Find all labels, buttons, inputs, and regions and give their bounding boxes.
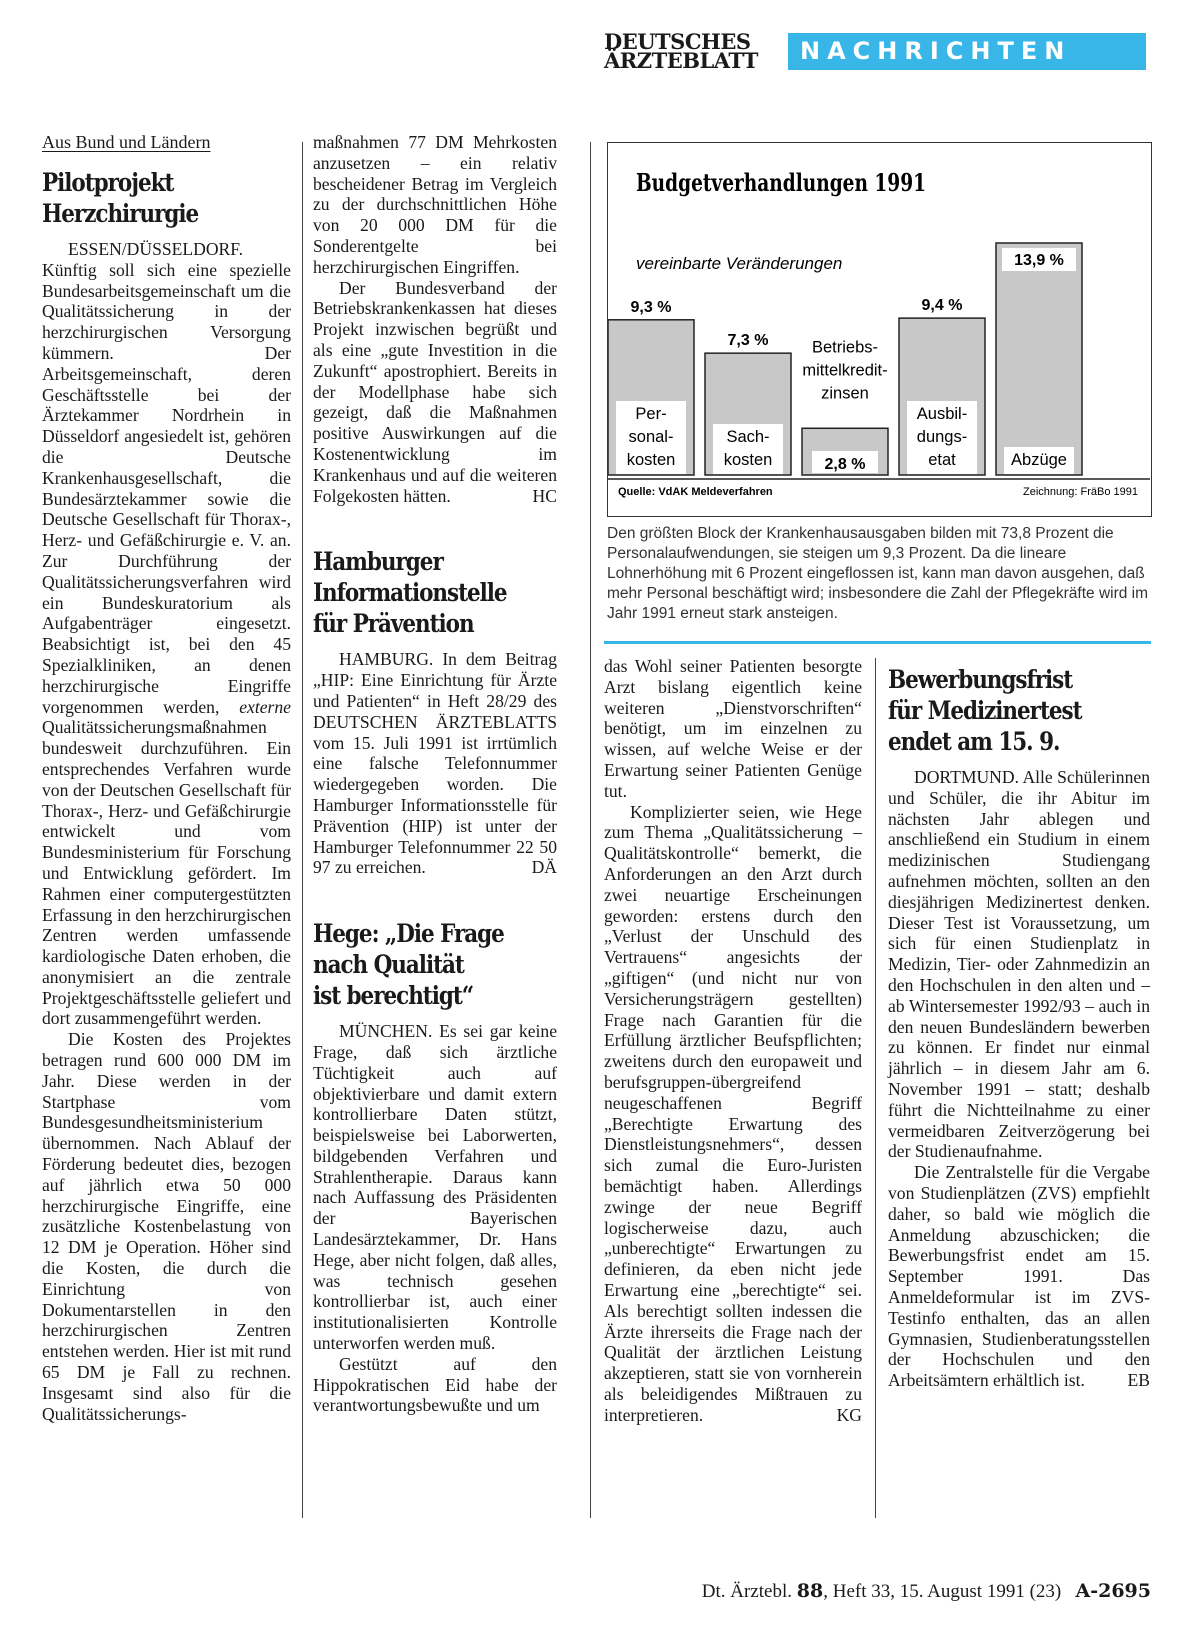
article1-paragraph-2: Die Kosten des Projektes betragen rund 600 000 DM im Jahr. Diese werden in der Startphase vom Bundesgesundheitsministerium übernommen. Nach Ablauf der Förderung bedeutet dies, bezogen auf jährlich etwa 50 000 herzchirurgische Eingriffe, eine zusätzliche Kostenbelastung von 12 DM je Operation. Höher sind die Kosten, die durch die Einrichtung von Dokumentarstellen in den herzchirurgischen Zentren entstehen werden. Hier ist mit rund 65 DM je Fall zu rechnen. Insgesamt sind also für die Qualitätssicherungs- bbox=[42, 1029, 291, 1424]
body-text: Die Zentralstelle für die Vergabe von Studienplätzen (ZVS) empfiehlt daher, so bald wie möglich die Anmeldung abzuschicken; die Bewerbungsfrist endet am 15. September 1991. Das Anmeldeformular ist im ZVS-Testinfo enthalten, das an allen Gymnasien, Studienberatungsstellen der Hochschulen und den Arbeitsämtern erhältlich ist. bbox=[888, 1162, 1150, 1391]
emphasis: externe bbox=[239, 696, 291, 717]
column-3 bbox=[604, 656, 862, 1425]
footer-journal: Dt. Ärztebl. bbox=[701, 1581, 793, 1602]
signature: HC bbox=[532, 485, 557, 506]
category-label-4: etat bbox=[928, 451, 956, 469]
headline-line: nach Qualität bbox=[313, 950, 464, 980]
article2-paragraph-1 bbox=[313, 649, 557, 878]
chart-credit: Zeichnung: FräBo 1991 bbox=[1023, 486, 1138, 498]
column-rule-3 bbox=[875, 658, 876, 1518]
bar-5 bbox=[996, 243, 1082, 475]
article4-paragraph-2 bbox=[888, 1162, 1150, 1391]
headline-line: ist berechtigt“ bbox=[313, 981, 474, 1011]
value-label-5: 13,9 % bbox=[1014, 252, 1064, 270]
value-label-1: 9,3 % bbox=[630, 298, 672, 316]
logo-line-1: DEUTSCHES bbox=[604, 29, 751, 54]
category-label-2: kosten bbox=[723, 451, 773, 469]
chart-bars bbox=[608, 243, 1150, 479]
signature: EB bbox=[1127, 1370, 1150, 1391]
article3-paragraph-3: das Wohl seiner Patienten besorgte Arzt bislang eigentlich keine weiteren „Dienstvorschriften“ benötigt, um im einzelnen zu wissen, auf welche Weise er der Erwartung seiner Patienten Genüge tut. bbox=[604, 656, 862, 801]
blue-divider bbox=[604, 641, 1151, 644]
logo-line-2: ÄRZTEBLATT bbox=[604, 48, 758, 73]
body-text: Es sei gar keine Frage, daß sich ärztliche Tüchtigkeit auch auf objektivierbare und damit extern kontrollierbare Daten stützt, beispielsweise bei Laborwerten, bildgebenden Verfahren und Strahlentherapie. Daraus kann nach Auffassung des Präsidenten der Bayerischen Landesärztekammer, Dr. Hans Hege, aber nicht folgen, daß alles, was technisch gesehen kontrollierbar ist, auch einer institutionalisierten Kontrolle unterworfen werden muß. bbox=[313, 1021, 557, 1354]
budget-chart bbox=[607, 142, 1152, 517]
column-4 bbox=[888, 664, 1150, 1391]
footer-volume: 88 bbox=[796, 1580, 824, 1602]
category-label-3: mittelkredit- bbox=[802, 361, 888, 380]
signature: KG bbox=[836, 1404, 862, 1425]
chart-source: Quelle: VdAK Meldeverfahren bbox=[618, 486, 773, 498]
headline-line: Hege: „Die Frage bbox=[313, 919, 504, 949]
value-label-2: 7,3 % bbox=[727, 332, 769, 350]
headline-line: Herzchirurgie bbox=[42, 199, 199, 228]
category-label-4: dungs- bbox=[916, 428, 968, 446]
body-text: Alle Schülerinnen und Schüler, die ihr Abitur im nächsten Jahr ablegen und anschließend ein Studium in einem medizinischen Studiengang aufnehmen möchten, sollten an den diesjährigen Medizinertest denken. Dieser Test ist Voraussetzung, um sich für einen Studienplatz in Medizin, Tier- oder Zahnmedizin an den Hochschulen in den alten und – ab Wintersemester 1992/93 – auch in den neuen Bundesländern bewerben zu können. Er findet nur einmal jährlich – in diesem Jahr am 6. November 1991 – statt; deshalb führt die Nichtteilnahme zu einer vermeidbaren Zeitverzögerung bei der Studienaufnahme. bbox=[888, 767, 1150, 1162]
budget-chart-svg bbox=[608, 143, 1150, 515]
article1-paragraph-4 bbox=[313, 278, 557, 507]
headline-hamburger bbox=[313, 546, 556, 639]
masthead bbox=[604, 30, 1151, 72]
headline-line: für Medizinertest bbox=[888, 696, 1082, 725]
category-label-4: Ausbil- bbox=[916, 405, 968, 423]
article3-paragraph-4 bbox=[604, 802, 862, 1426]
page-footer bbox=[630, 1580, 1151, 1603]
footer-issue: , Heft 33, 15. August 1991 (23) bbox=[823, 1581, 1062, 1602]
category-label-1: kosten bbox=[626, 451, 676, 469]
rubric: Aus Bund und Ländern bbox=[42, 132, 211, 152]
headline-line: endet am 15. 9. bbox=[888, 727, 1060, 756]
headline-bewerbungsfrist bbox=[888, 664, 1149, 757]
headline-line: Pilotprojekt bbox=[42, 168, 174, 197]
value-label-3: 2,8 % bbox=[824, 456, 866, 473]
headline-line: für Prävention bbox=[313, 609, 474, 639]
article3-paragraph-1 bbox=[313, 1021, 557, 1354]
article4-paragraph-1 bbox=[888, 767, 1150, 1162]
category-label-3: zinsen bbox=[821, 384, 869, 403]
body-text: Künftig soll sich eine spezielle Bundesarbeitsgemeinschaft um die Qualitätssicherung in der herzchirurgischen Versorgung kümmern. Der Arbeitsgemeinschaft, deren Geschäftsstelle bei der Ärztekammer Nordrhein in Düsseldorf angesiedelt ist, gehören die Deutsche Krankenhausgesellschaft, die Bundesärztekammer sowie die Deutsche Gesellschaft für Thorax-, Herz- und Gefäßchirurgie e. V. an. Zur Durchführung der Qualitätssicherungsverfahren wird ein Bundeskuratorium als Aufgabenträger eingesetzt. Beabsichtigt ist, bei den 45 Spezialkliniken, an denen herzchirurgische Eingriffe vorgenommen werden, bbox=[42, 259, 291, 717]
category-label-5: Abzüge bbox=[1011, 451, 1067, 469]
journal-logo bbox=[604, 29, 776, 73]
chart-subtitle: vereinbarte Veränderungen bbox=[636, 254, 843, 273]
category-label-3: Betriebs- bbox=[811, 338, 879, 357]
column-rule-1 bbox=[302, 142, 303, 1518]
dateline: ESSEN/DÜSSELDORF. bbox=[68, 239, 244, 259]
article1-paragraph-3: maßnahmen 77 DM Mehrkosten anzusetzen – ein relativ bescheidener Betrag im Vergleich zu der durchschnittlichen Höhe von 20 000 DM für die Sonderentgelte bei herzchirurgischen Eingriffen. bbox=[313, 132, 557, 277]
chart-caption: Den größten Block der Krankenhausausgaben bilden mit 73,8 Prozent die Personalaufwendungen, sie steigen um 9,3 Prozent. Da die lineare Lohnerhöhung mit 6 Prozent eingeflossen ist, kann man davon ausgehen, daß mehr Personal beschäftigt wird; insbesondere die Zahl der Pflegekräfte wird im Jahr 1991 erneut stark ansteigen. bbox=[607, 525, 1149, 622]
dateline: MÜNCHEN. bbox=[339, 1021, 433, 1042]
chart-title: Budgetverhandlungen 1991 bbox=[636, 168, 926, 197]
category-label-2: Sach- bbox=[726, 428, 770, 446]
category-label-1: sonal- bbox=[628, 428, 674, 446]
column-rule-2 bbox=[590, 142, 591, 1518]
category-label-1: Per- bbox=[635, 405, 667, 423]
body-text: Qualitätssicherungsmaßnahmen bundesweit durchzuführen. Ein entsprechendes Verfahren wurde von der Deutschen Gesellschaft für Thorax-, Herz- und Gefäßchirurgie entwickelt und vom Bundesministerium für Forschung und Entwicklung gefördert. Im Rahmen einer computergestützten Erfassung in den herzchirurgischen Zentren werden umfassende kardiologische Daten erhoben, die anonymisiert an die zentrale Projektgeschäftsstelle geliefert und dort zusammengeführt werden. bbox=[42, 717, 291, 1029]
headline-pilotprojekt bbox=[42, 167, 290, 229]
headline-line: Bewerbungsfrist bbox=[888, 665, 1073, 694]
body-text: In dem Beitrag „HIP: Eine Einrichtung für Ärzte und Patienten“ in Heft 28/29 des DEUTSCHEN ÄRZTEBLATTS vom 15. Juli 1991 ist irrtümlich eine falsche Telefonnummer wiedergegeben worden. Die Hamburger Informationsstelle für Prävention (HIP) ist unter der Hamburger Telefonnummer 22 50 97 zu erreichen. bbox=[313, 649, 557, 878]
dateline: HAMBURG. bbox=[339, 649, 434, 670]
footer-page: A-2695 bbox=[1075, 1580, 1151, 1602]
column-1 bbox=[42, 131, 291, 1424]
headline-hege bbox=[313, 918, 556, 1011]
headline-line: Hamburger bbox=[313, 547, 443, 577]
body-text: Der Bundesverband der Betriebskrankenkassen hat dieses Projekt inzwischen begrüßt und als eine „gute Investition in die Zukunft“ apostrophiert. Bereits in der Modellphase habe sich gezeigt, daß die Maßnahmen positive Auswirkungen auf die Kostenentwicklung im Krankenhaus und auf die weiteren Folgekosten hätten. bbox=[313, 277, 557, 506]
section-banner: NACHRICHTEN bbox=[788, 33, 1146, 70]
article3-paragraph-2: Gestützt auf den Hippokratischen Eid habe der verantwortungsbewußte und um bbox=[313, 1353, 557, 1416]
dateline: DORTMUND. bbox=[914, 767, 1019, 787]
signature: DÄ bbox=[531, 857, 557, 878]
body-text: Komplizierter seien, wie Hege zum Thema „Qualitätssicherung – Qualitätskontrolle“ bemerkt, die Anforderungen an den Arzt durch zwei neuartige Erscheinungen geworden: erstens durch den „Verlust der Unschuld des Vertrauens“ angesichts der „giftigen“ (und nicht nur von Versicherungsträgern gestellten) Frage nach Garantien für die Erfüllung ärztlicher Beufspflichten; zweitens durch den europaweit und berufsgruppen-übergreifend neugeschaffenen Begriff „Berechtigte Erwartung des Dienstleistungsnehmers“, dessen sich zumal die Euro-Juristen bemächtigt haben. Allerdings zwinge der neue Begriff logischerweise dazu, auch „unberechtigte“ Erwartungen zu definieren, da eben nicht jede Erwartung eine „berechtigte“ sei. Als berechtigt sollten indessen die Ärzte ihrerseits die Frage nach der Qualität der ärztlichen Leistung akzeptieren, statt sie von vornherein als beleidigendes Mißtrauen zu interpretieren. bbox=[604, 801, 862, 1425]
column-2 bbox=[313, 132, 557, 1416]
headline-line: Informationstelle bbox=[313, 578, 507, 608]
value-label-4: 9,4 % bbox=[921, 297, 963, 315]
article1-paragraph-1 bbox=[42, 239, 291, 1029]
